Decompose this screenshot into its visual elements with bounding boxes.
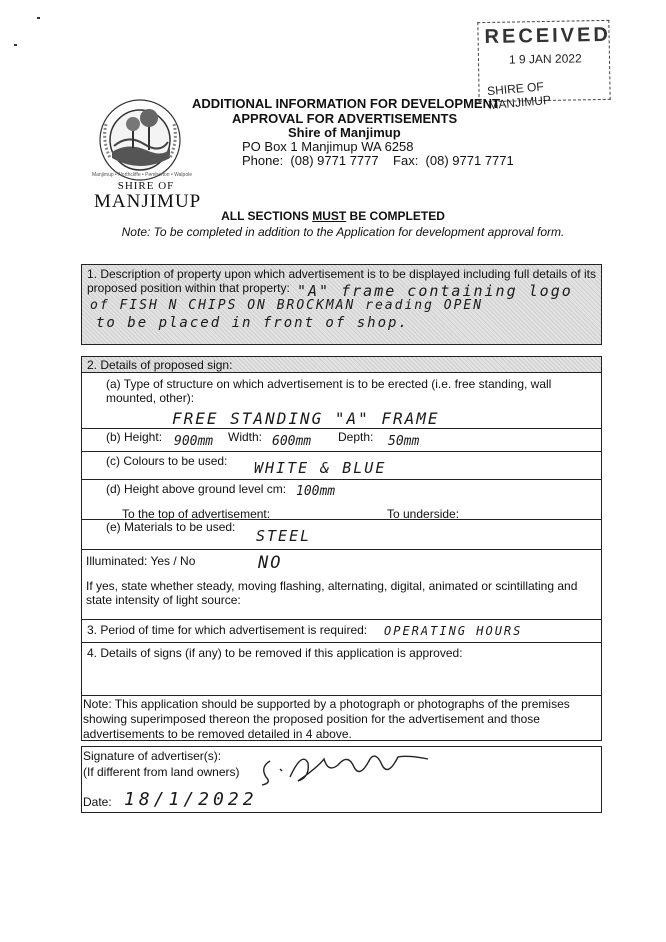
header-phone: Phone: (08) 9771 7777 Fax: (08) 9771 7771	[242, 153, 514, 168]
required-heading	[0, 209, 666, 223]
illuminated-label: Illuminated: Yes / No	[86, 554, 196, 568]
section1-label: 1. Description of property upon which advertisement is to be displayed including full details of its proposed position within that property:	[87, 267, 596, 295]
section2d-value[interactable]: 100mm	[296, 484, 336, 499]
section2c-label: (c) Colours to be used:	[106, 454, 228, 468]
section2c-value[interactable]: WHITE & BLUE	[254, 459, 387, 477]
section1-answer-line3[interactable]: to be placed in front of shop.	[96, 315, 409, 331]
illuminated-note: If yes, state whether steady, moving flashing, alternating, digital, animated or scintillating and state intensity of light source:	[86, 579, 578, 607]
section2d-top-label: To the top of advertisement:	[122, 507, 271, 521]
signature-sublabel: (If different from land owners)	[83, 765, 240, 779]
row-divider	[82, 428, 601, 429]
section1-answer-line2[interactable]: of FISH N CHIPS ON BROCKMAN reading OPEN	[90, 298, 484, 313]
shire-logo	[88, 94, 202, 214]
note-text: Note: This application should be supported by a photograph or photographs of the premises showing superimposed thereon the proposed position for the advertisement and those advertisements to be removed detailed in 4 above.	[83, 697, 570, 741]
row-divider	[82, 479, 601, 480]
section2e-value[interactable]: STEEL	[256, 527, 312, 545]
section2b-width-label: Width:	[228, 430, 263, 444]
section1-box	[81, 264, 602, 345]
illuminated-value[interactable]: NO	[258, 553, 283, 573]
scan-speck	[37, 17, 40, 19]
section2d-under-label: To underside:	[387, 507, 460, 521]
section2e-label: (e) Materials to be used:	[106, 520, 236, 534]
date-value[interactable]: 18/1/2022	[124, 789, 258, 810]
section4-box	[81, 642, 602, 696]
section3-label: 3. Period of time for which advertisement is required:	[87, 623, 368, 637]
section3-value[interactable]: OPERATING HOURS	[384, 624, 523, 638]
section2b-height-label: (b) Height:	[106, 430, 163, 444]
section2d-label: (d) Height above ground level cm:	[106, 482, 287, 496]
scan-speck	[14, 44, 17, 46]
section2b-height-value[interactable]: 900mm	[174, 434, 214, 449]
required-heading-post: BE COMPLETED	[346, 209, 445, 223]
row-divider	[82, 549, 601, 550]
handwritten-signature-icon	[258, 747, 438, 787]
header-address: PO Box 1 Manjimup WA 6258	[242, 139, 414, 154]
logo-ring-text: Manjimup • Northcliffe • Pemberton • Walpole	[91, 172, 192, 178]
section2a-value[interactable]: FREE STANDING "A" FRAME	[172, 409, 440, 428]
section3-box	[81, 619, 602, 643]
section2b-depth-value[interactable]: 50mm	[388, 434, 420, 449]
signature-label: Signature of advertiser(s):	[83, 749, 222, 763]
section2b-width-value[interactable]: 600mm	[272, 434, 312, 449]
required-heading-pre: ALL SECTIONS	[221, 209, 313, 223]
section2a-label: (a) Type of structure on which advertisement is to be erected (i.e. free standing, wall mounted, other):	[106, 377, 552, 405]
received-stamp	[477, 20, 611, 113]
section2-label: 2. Details of proposed sign:	[87, 358, 233, 372]
stamp-org: SHIRE OF MANJIMUP	[486, 79, 552, 113]
signature-box	[81, 746, 602, 813]
header-org: Shire of Manjimup	[288, 125, 401, 140]
section4-label: 4. Details of signs (if any) to be removed if this application is approved:	[87, 646, 463, 660]
stamp-date: 1 9 JAN 2022	[508, 51, 582, 67]
required-heading-must: MUST	[312, 209, 347, 223]
section1-answer-line1[interactable]: "A" frame containing logo	[297, 282, 573, 300]
section2-box	[81, 356, 602, 620]
date-label: Date:	[83, 795, 112, 809]
stamp-title: RECEIVED	[484, 23, 611, 49]
note-box	[81, 695, 602, 741]
section2b-depth-label: Depth:	[338, 430, 374, 444]
row-divider	[82, 451, 601, 452]
logo-caption-line2: MANJIMUP	[94, 191, 202, 212]
header-title-line1: ADDITIONAL INFORMATION FOR DEVELOPMENT	[192, 96, 500, 111]
header-title-line2: APPROVAL FOR ADVERTISEMENTS	[232, 111, 458, 126]
instruction-note: Note: To be completed in addition to the Application for development approval form.	[121, 225, 565, 239]
logo-caption-line1: SHIRE OF	[117, 180, 175, 192]
